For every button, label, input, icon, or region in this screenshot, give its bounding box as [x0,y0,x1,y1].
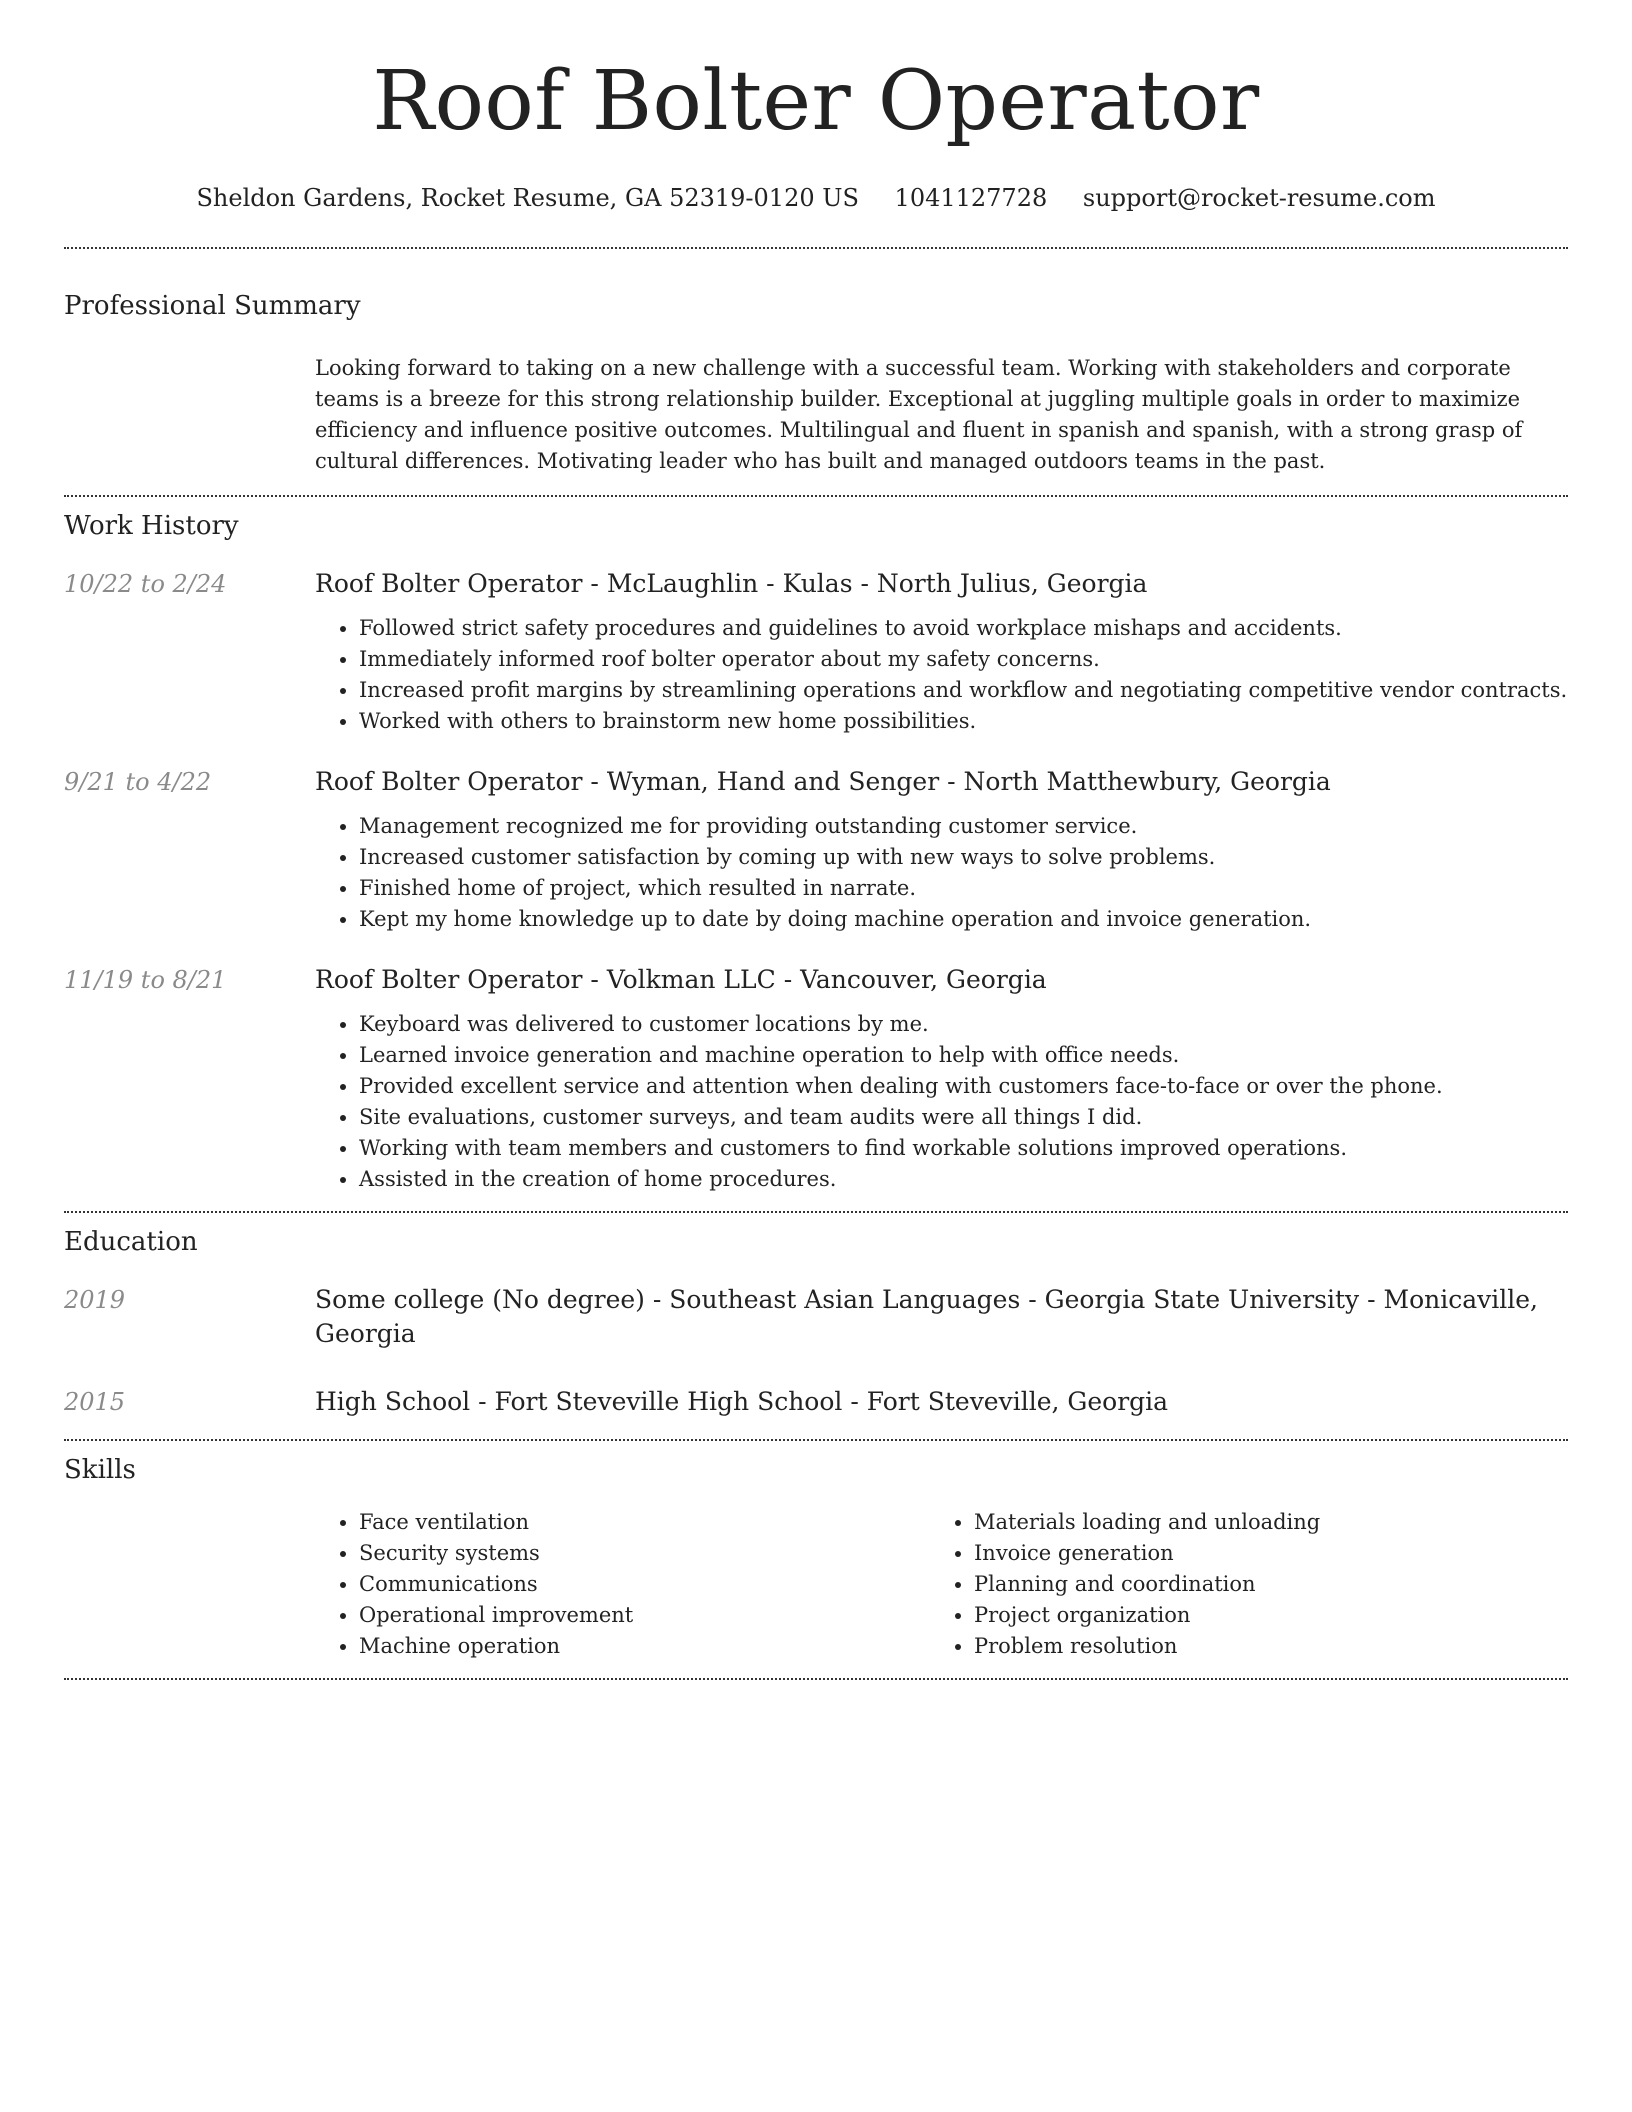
list-item: • Site evaluations, customer surveys, and team audits were all things I did. [359,1102,1568,1133]
education-entry [64,1283,1568,1351]
job-dates: 10/22 to 2/24 [64,570,227,598]
list-item: • Learned invoice generation and machine operation to help with office needs. [359,1040,1568,1071]
skills-list-left [315,1507,930,1662]
skill-item: • Communications [359,1569,930,1600]
job-bullets [315,613,1568,737]
skill-item: • Security systems [359,1538,930,1569]
education-title: High School - Fort Steveville High School - Fort Steveville, Georgia [315,1387,1169,1416]
skill-item: • Planning and coordination [974,1569,1545,1600]
skills-heading: Skills [64,1455,136,1485]
skill-item: • Machine operation [359,1631,930,1662]
education-entry [64,1385,1568,1419]
list-item: • Working with team members and customers to find workable solutions improved operations. [359,1133,1568,1164]
job-title: Roof Bolter Operator - Wyman, Hand and Senger - North Matthewbury, Georgia [315,767,1331,796]
contact-address: Sheldon Gardens, Rocket Resume, GA 52319-0120 US [196,184,859,212]
skill-item: • Project organization [974,1600,1545,1631]
divider [64,1439,1568,1441]
job-dates: 11/19 to 8/21 [64,966,227,994]
divider [64,1678,1568,1680]
summary-text: Looking forward to taking on a new challenge with a successful team. Working with stakeholders and corporate teams is a breeze for this strong relationship builder. Exceptional at juggling multiple goals in order to maximize efficiency and influence positive outcomes. Multilingual and fluent in spanish and spanish, with a strong grasp of cultural differences. Motivating leader who has built and managed outdoors teams in the past. [315,356,1523,473]
job-bullets [315,811,1568,935]
list-item: • Immediately informed roof bolter operator about my safety concerns. [359,644,1568,675]
list-item: • Followed strict safety procedures and guidelines to avoid workplace mishaps and accidents. [359,613,1568,644]
work-history-heading: Work History [64,511,239,541]
job-title: Roof Bolter Operator - Volkman LLC - Vancouver, Georgia [315,965,1047,994]
job-entry [64,765,1568,935]
contact-line [64,182,1568,214]
skill-item: • Materials loading and unloading [974,1507,1545,1538]
divider [64,495,1568,497]
list-item: • Kept my home knowledge up to date by doing machine operation and invoice generation. [359,904,1568,935]
summary-row [64,353,1568,477]
resume-title: Roof Bolter Operator [372,54,1260,149]
divider [64,247,1568,249]
education-year: 2015 [64,1388,126,1416]
list-item: • Worked with others to brainstorm new home possibilities. [359,706,1568,737]
education-title: Some college (No degree) - Southeast Asian Languages - Georgia State University - Monicaville, Georgia [315,1285,1538,1348]
summary-heading: Professional Summary [64,291,361,321]
skills-list-right [930,1507,1545,1662]
list-item: • Keyboard was delivered to customer locations by me. [359,1009,1568,1040]
skills-row [64,1507,1568,1662]
education-year: 2019 [64,1286,126,1314]
contact-phone: 1041127728 [894,184,1048,212]
education-heading: Education [64,1227,198,1257]
job-dates: 9/21 to 4/22 [64,768,212,796]
skill-item: • Operational improvement [359,1600,930,1631]
list-item: • Assisted in the creation of home procedures. [359,1164,1568,1195]
skills-columns [315,1507,1568,1662]
list-item: • Increased customer satisfaction by coming up with new ways to solve problems. [359,842,1568,873]
list-item: • Increased profit margins by streamlining operations and workflow and negotiating competitive vendor contracts. [359,675,1568,706]
skill-item: • Face ventilation [359,1507,930,1538]
job-entry [64,567,1568,737]
list-item: • Provided excellent service and attention when dealing with customers face-to-face or over the phone. [359,1071,1568,1102]
job-bullets [315,1009,1568,1195]
job-entry [64,963,1568,1195]
job-title: Roof Bolter Operator - McLaughlin - Kulas - North Julius, Georgia [315,569,1148,598]
skill-item: • Invoice generation [974,1538,1545,1569]
skill-item: • Problem resolution [974,1631,1545,1662]
divider [64,1211,1568,1213]
list-item: • Finished home of project, which resulted in narrate. [359,873,1568,904]
list-item: • Management recognized me for providing outstanding customer service. [359,811,1568,842]
contact-email: support@rocket-resume.com [1082,184,1436,212]
